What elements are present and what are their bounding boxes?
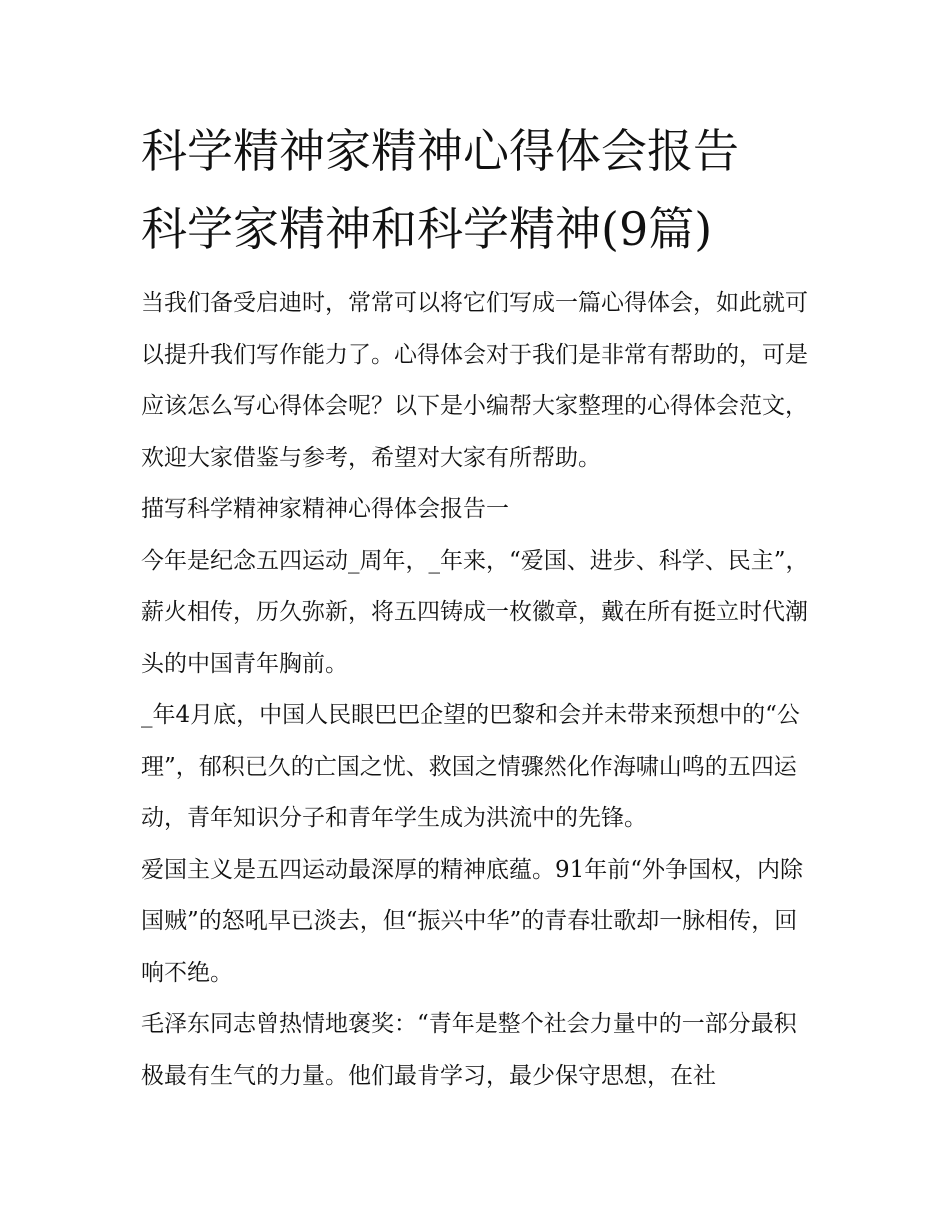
paragraph: _年4月底，中国人民眼巴巴企望的巴黎和会并未带来预想中的“公理”，郁积已久的亡国之忧、救国之情骤然化作海啸山鸣的五四运动，青年知识分子和青年学生成为洪流中的先锋。 [141,702,800,831]
paragraph: 爱国主义是五四运动最深厚的精神底蕴。91年前“外争国权，内除国贼”的怒吼早已淡去，但“振兴中华”的青春壮歌却一脉相传，回响不绝。 [141,856,804,986]
title-line-1: 科学精神家精神心得体会报告 [141,124,739,178]
paragraph: 毛泽东同志曾热情地褒奖：“青年是整个社会力量中的一部分最积极最有生气的力量。他们最肯学习，最少保守思想，在社 [141,1011,797,1089]
intro-paragraph: 当我们备受启迪时，常常可以将它们写成一篇心得体会，如此就可以提升我们写作能力了。心得体会对于我们是非常有帮助的，可是应该怎么写心得体会呢？以下是小编帮大家整理的心得体会范文，欢迎大家借鉴与参考，希望对大家有所帮助。 [141,290,808,471]
document-content [141,112,813,1102]
section-heading: 描写科学精神家精神心得体会报告一 [141,496,509,522]
title-line-2: 科学家精神和科学精神(9篇) [141,202,713,256]
document-body [141,278,813,1102]
paragraph: 今年是纪念五四运动_周年，_年来，“爱国、进步、科学、民主”，薪火相传，历久弥新，将五四铸成一枚徽章，戴在所有挺立时代潮头的中国青年胸前。 [141,547,809,677]
document-title [141,112,813,268]
